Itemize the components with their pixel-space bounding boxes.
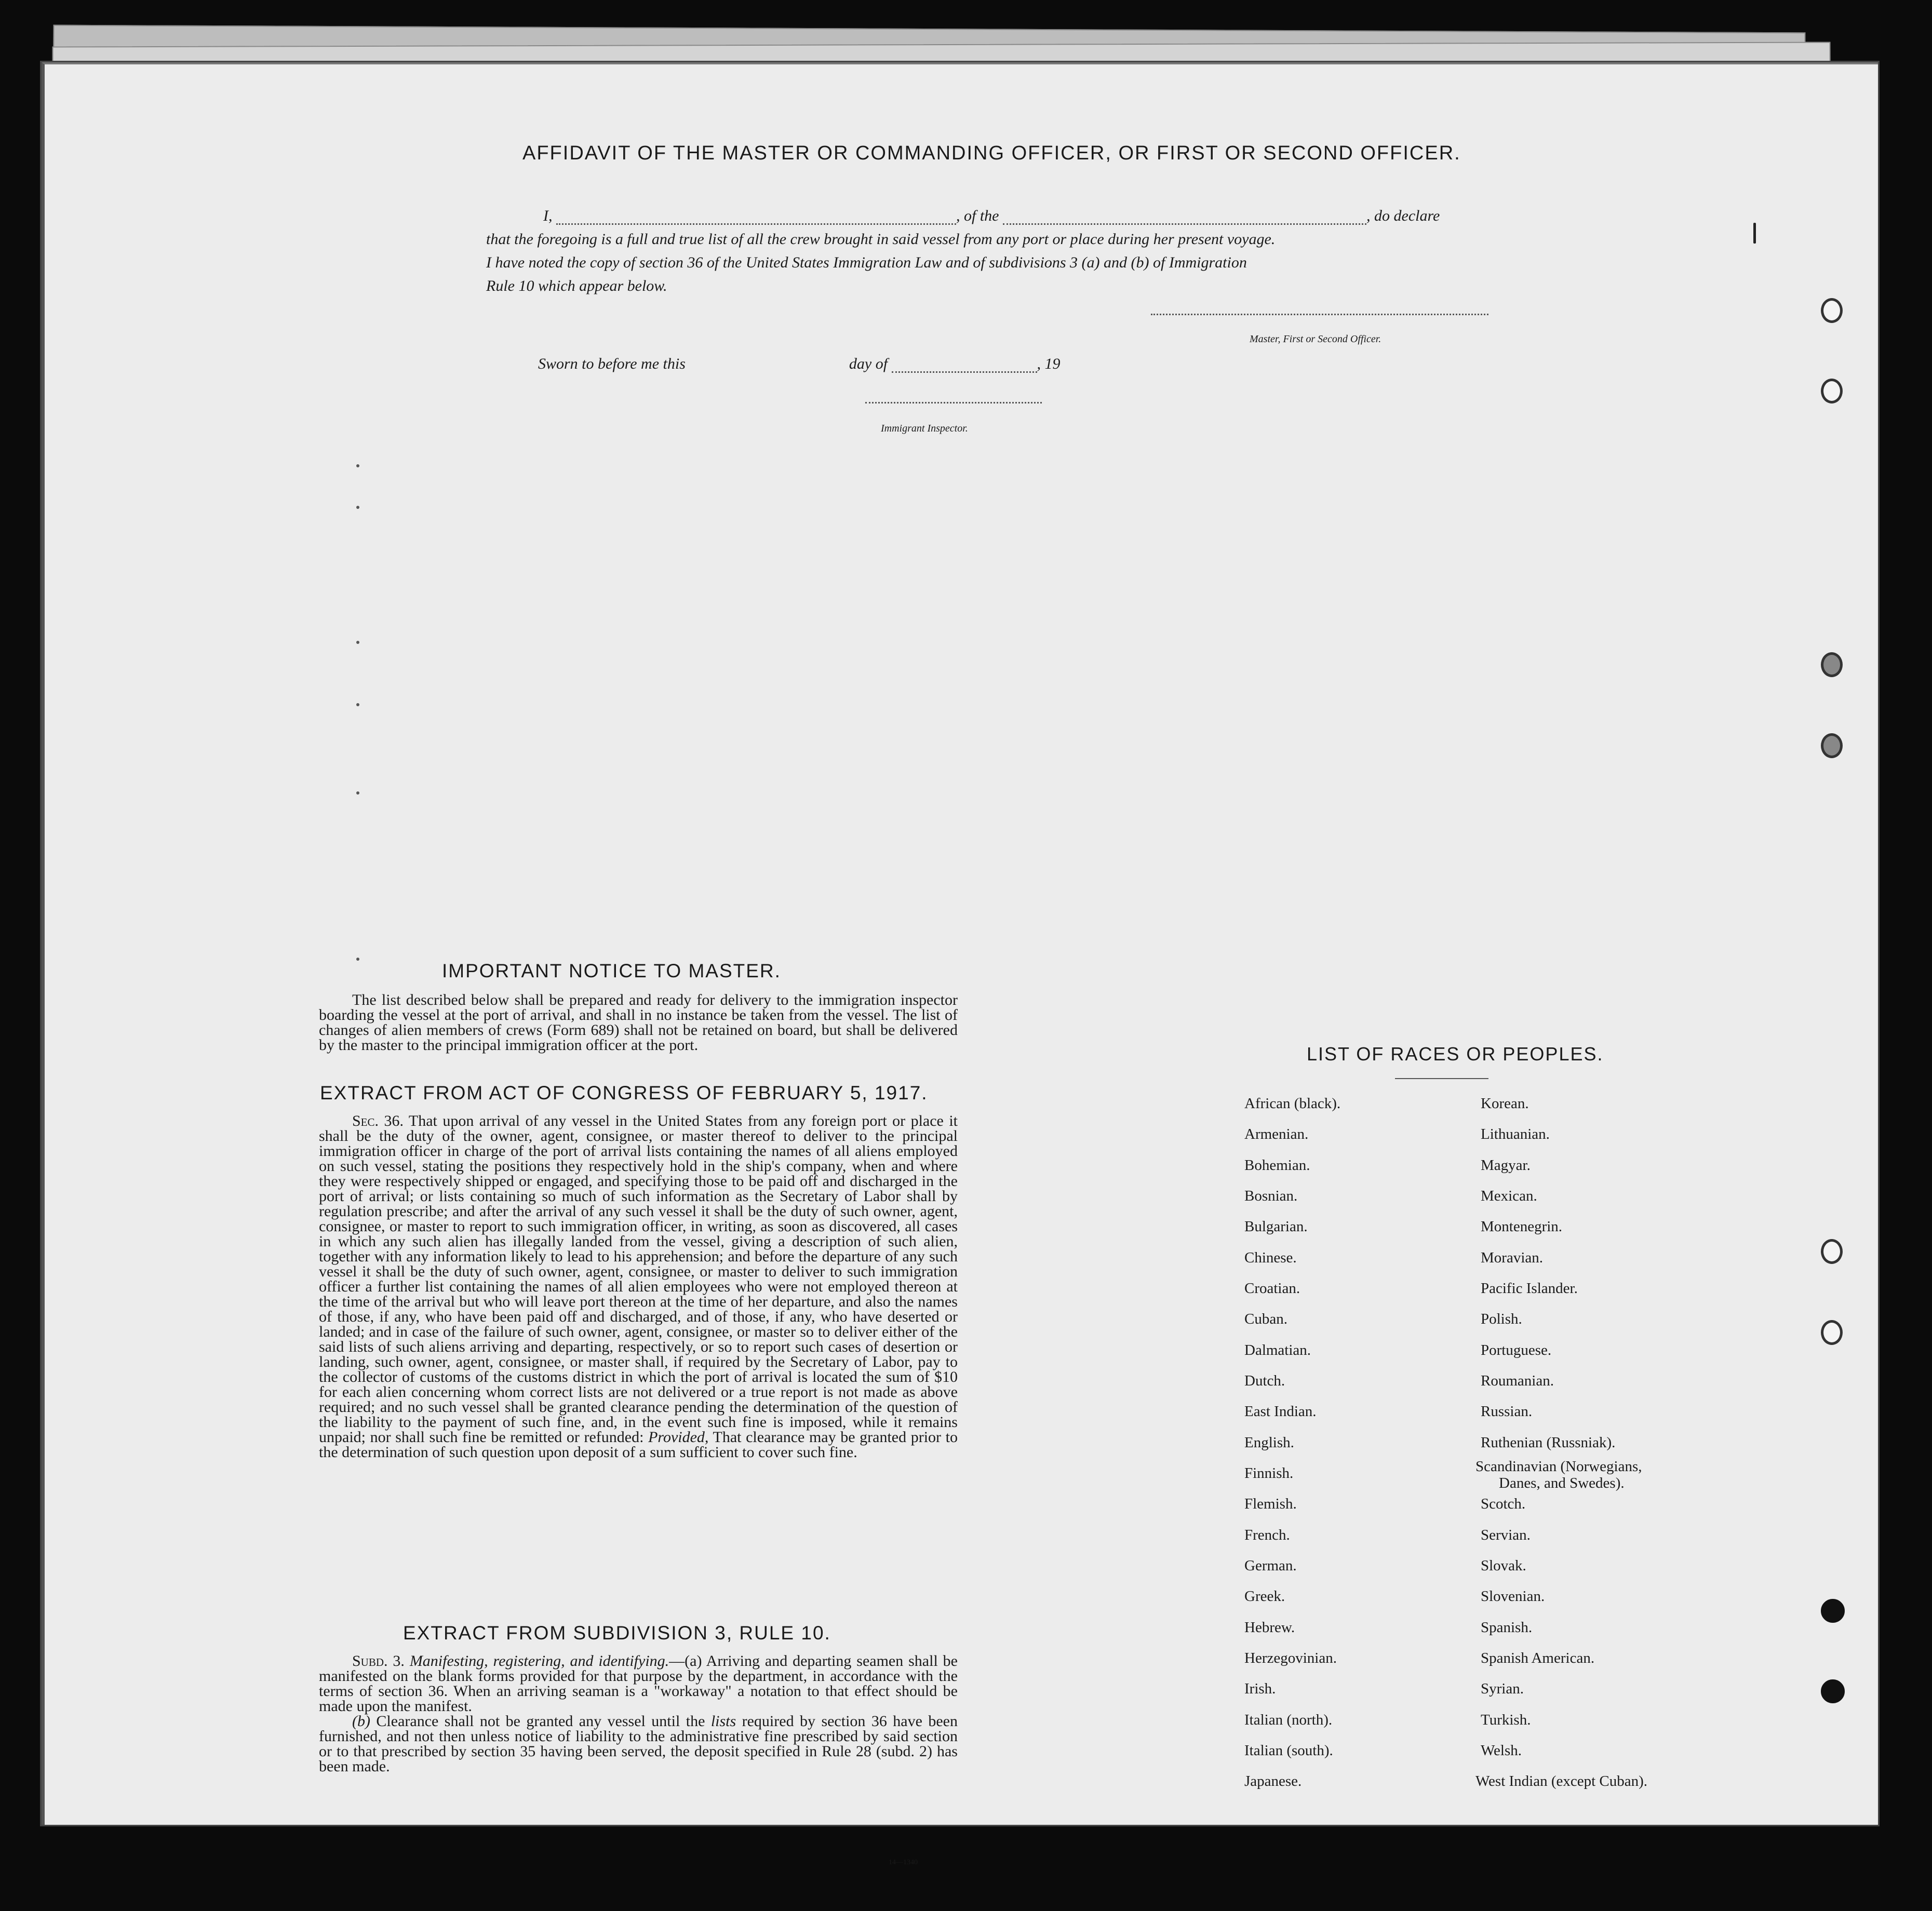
subd-heading: Manifesting, registering, and identifying. xyxy=(409,1652,669,1670)
race-item: Welsh. xyxy=(1481,1742,1522,1759)
race-item: Finnish. xyxy=(1244,1465,1294,1482)
race-item: Irish. xyxy=(1244,1680,1276,1697)
part-a-text: —(a) Arriving and departing seamen shall be manifested on the blank forms provided for that purpose by the department, in accordance with the terms of section 36. When an arriving seaman is a "workaway" a notation to that effect should be made upon the manifest. xyxy=(319,1652,958,1715)
race-item: French. xyxy=(1244,1527,1290,1543)
notice-title: IMPORTANT NOTICE TO MASTER. xyxy=(442,960,781,981)
binder-hole xyxy=(1821,298,1843,323)
race-item: German. xyxy=(1244,1557,1297,1574)
affidavit-line-3: I have noted the copy of section 36 of the United States Immigration Law and of subdivisions 3 (a) and (b) of Immigration xyxy=(486,254,1247,271)
race-item: Italian (north). xyxy=(1244,1712,1333,1728)
signature-line[interactable] xyxy=(1151,314,1488,315)
race-item: Armenian. xyxy=(1244,1126,1309,1142)
stray-mark xyxy=(356,791,359,795)
subd-label: Subd. 3. xyxy=(352,1652,405,1670)
sworn-year: , 19 xyxy=(1037,355,1061,372)
inspector-label: Immigrant Inspector. xyxy=(881,423,968,434)
race-item: Turkish. xyxy=(1481,1712,1531,1728)
rule-part-a xyxy=(319,1653,958,1714)
sworn-day: day of xyxy=(849,355,888,372)
race-item: Hebrew. xyxy=(1244,1619,1295,1636)
affidavit-line-1-start: I, xyxy=(543,207,553,224)
race-item: Slovak. xyxy=(1481,1557,1526,1574)
affidavit-line-2: that the foregoing is a full and true list of all the crew brought in said vessel from any port or place during her present voyage. xyxy=(486,231,1276,248)
month-blank[interactable] xyxy=(892,371,1037,373)
rule-extract-text xyxy=(319,1653,958,1774)
binder-hole xyxy=(1821,1679,1845,1703)
race-item: Ruthenian (Russniak). xyxy=(1481,1434,1616,1451)
race-item: Japanese. xyxy=(1244,1773,1302,1789)
binder-hole xyxy=(1821,1599,1845,1623)
part-b-label: (b) xyxy=(352,1713,370,1730)
binder-hole xyxy=(1821,1320,1843,1345)
section-text: That upon arrival of any vessel in the United States from any foreign port or place it shall be the duty of the owner, agent, consignee, or master thereof to deliver to the principal immigration officer in charge of the port of arrival lists containing the names of all aliens employed on such vessel, stating the positions they respectively hold in the ship's company, when and where they were respectively shipped or engaged, and specifying those to be paid off and discharged in the port of arrival; or lists containing so much of such information as the Secretary of Labor shall by regulation prescribe; and after the arrival of any such vessel it shall be the duty of such owner, agent, consignee, or master to report to such immigration officer, in writing, as soon as discovered, all cases in which any such alien has illegally landed from the vessel, giving a description of such alien, together with any information likely to lead to his apprehension; and before the departure of any such vessel it shall be the duty of such owner, agent, consignee, or master to deliver to such immigration officer a further list containing the names of all alien employees who were not employed thereon at the time of the arrival but who will leave port thereon at the time of her departure, and also the names of those, if any, who have been paid off and discharged, and of those, if any, who have deserted or landed; and in case of the failure of such owner, agent, consignee, or master so to deliver either of the said lists of such aliens arriving and departing, respectively, or so to report such cases of desertion or landing, such owner, agent, consignee, or master shall, if required by the Secretary of Labor, pay to the collector of customs of the customs district in which the port of arrival is located the sum of $10 for each alien concerning whom correct lists are not delivered or a true report is not made as above required; and no such vessel shall be granted clearance pending the determination of the question of the liability to the payment of such fine, and, in the event such fine is imposed, while it remains unpaid; nor shall such fine be remitted or refunded: xyxy=(319,1112,958,1446)
race-item: Pacific Islander. xyxy=(1481,1280,1578,1297)
race-item: Polish. xyxy=(1481,1311,1522,1327)
manifest-page xyxy=(42,62,1878,1866)
race-item: Cuban. xyxy=(1244,1311,1287,1327)
race-item: Bosnian. xyxy=(1244,1188,1298,1204)
name-blank[interactable] xyxy=(556,223,956,225)
race-item: Slovenian. xyxy=(1481,1588,1545,1605)
race-item: Italian (south). xyxy=(1244,1742,1333,1759)
race-item: Herzegovinian. xyxy=(1244,1650,1337,1666)
race-item: Dalmatian. xyxy=(1244,1342,1311,1358)
vessel-blank[interactable] xyxy=(1003,223,1366,225)
stray-mark xyxy=(356,641,359,644)
act-extract-title: EXTRACT FROM ACT OF CONGRESS OF FEBRUARY 5, 1917. xyxy=(320,1082,928,1103)
proviso-text: That clearance may be granted prior to the determination of such question upon deposit of a sum sufficient to cover such fine. xyxy=(319,1429,958,1461)
affidavit-line-1-end: , do declare xyxy=(1366,207,1440,224)
race-item: Scotch. xyxy=(1481,1496,1526,1512)
part-b-post: required by section 36 have been furnished, and not then unless notice of liability to the administrative fine prescribed by said section or to that prescribed by section 35 having been served, the deposit specified in Rule 28 (subd. 2) has been made. xyxy=(319,1713,958,1775)
race-item: Croatian. xyxy=(1244,1280,1300,1297)
race-item: Russian. xyxy=(1481,1403,1533,1420)
race-item-continuation: Danes, and Swedes). xyxy=(1499,1475,1625,1491)
affidavit-line-1-mid: , of the xyxy=(956,207,999,224)
races-title: LIST OF RACES OR PEOPLES. xyxy=(1307,1043,1604,1065)
signature-label: Master, First or Second Officer. xyxy=(1250,333,1381,345)
race-item: Chinese. xyxy=(1244,1249,1297,1266)
race-item: Korean. xyxy=(1481,1095,1529,1112)
affidavit-line-4: Rule 10 which appear below. xyxy=(486,277,667,294)
rule-part-b xyxy=(319,1714,958,1774)
inspector-signature-line[interactable] xyxy=(865,402,1042,403)
part-b-em: lists xyxy=(710,1713,736,1730)
race-item: Lithuanian. xyxy=(1481,1126,1550,1142)
affidavit-title: AFFIDAVIT OF THE MASTER OR COMMANDING OFFICER, OR FIRST OR SECOND OFFICER. xyxy=(522,142,1461,164)
race-item: West Indian (except Cuban). xyxy=(1475,1773,1648,1789)
race-item: East Indian. xyxy=(1244,1403,1317,1420)
stray-mark xyxy=(356,958,359,961)
race-item: Portuguese. xyxy=(1481,1342,1552,1358)
form-number: 14—1340 xyxy=(889,1859,918,1866)
race-item: Syrian. xyxy=(1481,1680,1524,1697)
section-label: Sec. 36. xyxy=(352,1112,404,1129)
race-item: Greek. xyxy=(1244,1588,1285,1605)
race-item: Dutch. xyxy=(1244,1372,1285,1389)
binder-hole xyxy=(1821,1239,1843,1264)
race-item: Flemish. xyxy=(1244,1496,1297,1512)
race-item: Bohemian. xyxy=(1244,1157,1310,1174)
binder-hole xyxy=(1821,652,1843,677)
sworn-line xyxy=(538,355,1061,373)
race-item: Scandinavian (Norwegians, xyxy=(1475,1458,1642,1475)
stray-mark xyxy=(356,506,359,509)
race-item: Spanish. xyxy=(1481,1619,1533,1636)
race-item: Servian. xyxy=(1481,1527,1531,1543)
race-item: Bulgarian. xyxy=(1244,1218,1308,1235)
act-extract-text xyxy=(319,1113,958,1460)
race-item: Roumanian. xyxy=(1481,1372,1554,1389)
stray-mark xyxy=(356,464,359,467)
races-title-rule xyxy=(1395,1078,1488,1079)
day-blank[interactable] xyxy=(689,371,845,373)
binder-hole xyxy=(1821,379,1843,403)
race-item: African (black). xyxy=(1244,1095,1341,1112)
race-item: Moravian. xyxy=(1481,1249,1543,1266)
race-item: Mexican. xyxy=(1481,1188,1537,1204)
sworn-start: Sworn to before me this xyxy=(538,355,686,372)
stray-mark xyxy=(356,703,359,706)
proviso-label: Provided, xyxy=(648,1429,709,1446)
binder-hole xyxy=(1821,733,1843,758)
rule-extract-title: EXTRACT FROM SUBDIVISION 3, RULE 10. xyxy=(403,1622,831,1644)
race-item: English. xyxy=(1244,1434,1294,1451)
part-b-pre: Clearance shall not be granted any vessel until the xyxy=(376,1713,705,1730)
notice-text: The list described below shall be prepared and ready for delivery to the immigration inspector boarding the vessel at the port of arrival, and shall in no instance be taken from the vessel. The list of changes of alien members of crews (Form 689) shall not be retained on board, but shall be delivered by the master to the principal immigration officer at the port. xyxy=(319,991,958,1054)
stray-mark xyxy=(1753,223,1756,244)
race-item: Spanish American. xyxy=(1481,1650,1595,1666)
race-item: Magyar. xyxy=(1481,1157,1531,1174)
race-item: Montenegrin. xyxy=(1481,1218,1563,1235)
affidavit-line-1 xyxy=(543,207,1440,225)
